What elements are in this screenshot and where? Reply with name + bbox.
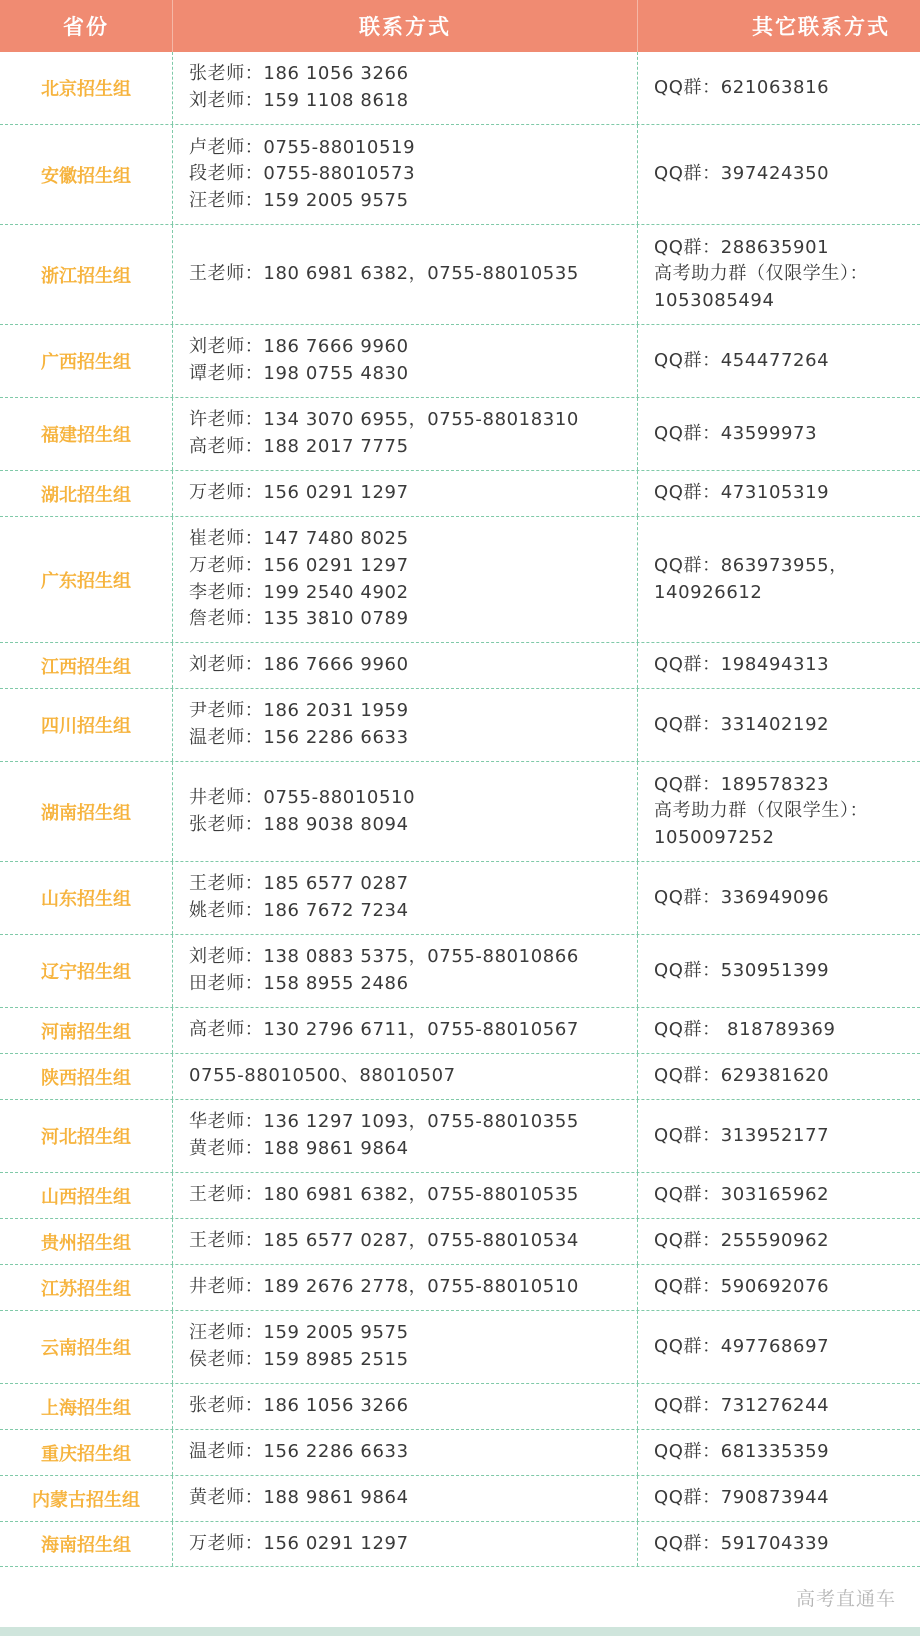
contact-cell bbox=[173, 325, 638, 397]
province-cell: 海南招生组 bbox=[0, 1522, 173, 1566]
contact-cell bbox=[173, 225, 638, 324]
contact-line: 刘老师：186 7666 9960 bbox=[189, 654, 409, 676]
province-cell: 江西招生组 bbox=[0, 643, 173, 688]
other-contact-cell bbox=[638, 762, 920, 861]
province-cell: 贵州招生组 bbox=[0, 1219, 173, 1264]
province-cell: 河南招生组 bbox=[0, 1008, 173, 1053]
province-cell: 山西招生组 bbox=[0, 1173, 173, 1218]
contact-line: 王老师：180 6981 6382，0755-88010535 bbox=[189, 1184, 579, 1206]
contact-line: 温老师：156 2286 6633 bbox=[189, 727, 409, 748]
other-contact-line: QQ群：43599973 bbox=[654, 422, 818, 444]
contact-line: 高老师：188 2017 7775 bbox=[189, 436, 409, 457]
province-cell: 云南招生组 bbox=[0, 1311, 173, 1383]
other-contact-line: QQ群：681335359 bbox=[654, 1441, 830, 1463]
province-cell: 山东招生组 bbox=[0, 862, 173, 934]
other-contact-line: QQ群：629381620 bbox=[654, 1065, 830, 1087]
other-contact-line: QQ群：863973955， bbox=[654, 554, 848, 576]
other-contact-line: QQ群：590692076 bbox=[654, 1276, 830, 1298]
contact-line: 温老师：156 2286 6633 bbox=[189, 1441, 409, 1463]
table-row bbox=[0, 643, 920, 689]
contact-cell bbox=[173, 1430, 638, 1475]
contact-cell bbox=[173, 1311, 638, 1383]
contact-line: 黄老师：188 9861 9864 bbox=[189, 1138, 409, 1159]
other-contact-cell bbox=[638, 1265, 920, 1310]
other-contact-cell bbox=[638, 689, 920, 761]
contact-line: 高老师：130 2796 6711，0755-88010567 bbox=[189, 1019, 579, 1041]
contact-cell bbox=[173, 471, 638, 516]
table-row bbox=[0, 1265, 920, 1311]
contact-cell bbox=[173, 1522, 638, 1566]
other-contact-line: QQ群：255590962 bbox=[654, 1230, 830, 1252]
contact-cell bbox=[173, 1100, 638, 1172]
other-contact-line: 1053085494 bbox=[654, 289, 775, 311]
contact-line: 刘老师：138 0883 5375，0755-88010866 bbox=[189, 946, 579, 968]
header-other-contact: 其它联系方式 bbox=[752, 15, 890, 39]
contact-cell bbox=[173, 1008, 638, 1053]
other-contact-line: QQ群：198494313 bbox=[654, 654, 830, 676]
table-row bbox=[0, 1430, 920, 1476]
other-contact-line: 140926612 bbox=[654, 581, 763, 603]
table-row bbox=[0, 935, 920, 1008]
other-contact-cell bbox=[638, 935, 920, 1007]
contact-cell bbox=[173, 398, 638, 470]
province-cell: 广西招生组 bbox=[0, 325, 173, 397]
table-row bbox=[0, 762, 920, 862]
contact-line: 姚老师：186 7672 7234 bbox=[189, 900, 409, 921]
contact-line: 刘老师：186 7666 9960 bbox=[189, 336, 409, 358]
contact-cell bbox=[173, 1265, 638, 1310]
contact-line: 詹老师：135 3810 0789 bbox=[189, 608, 409, 630]
table-header bbox=[0, 0, 920, 52]
other-contact-cell bbox=[638, 1430, 920, 1475]
header-province: 省份 bbox=[0, 0, 173, 52]
other-contact-cell bbox=[638, 1008, 920, 1053]
contact-line: 刘老师：159 1108 8618 bbox=[189, 90, 409, 111]
province-cell: 内蒙古招生组 bbox=[0, 1476, 173, 1521]
other-contact-cell bbox=[638, 398, 920, 470]
other-contact-line: 高考助力群（仅限学生）： bbox=[654, 263, 869, 285]
other-contact-cell bbox=[638, 471, 920, 516]
contact-line: 汪老师：159 2005 9575 bbox=[189, 1322, 409, 1344]
contact-line: 王老师：185 6577 0287 bbox=[189, 873, 409, 895]
province-cell: 安徽招生组 bbox=[0, 125, 173, 224]
contact-line: 田老师：158 8955 2486 bbox=[189, 973, 409, 994]
table-row bbox=[0, 125, 920, 225]
table-row bbox=[0, 398, 920, 471]
contact-cell bbox=[173, 762, 638, 861]
province-cell: 上海招生组 bbox=[0, 1384, 173, 1429]
bottom-bar bbox=[0, 1627, 920, 1636]
contact-line: 崔老师：147 7480 8025 bbox=[189, 528, 409, 550]
contact-line: 万老师：156 0291 1297 bbox=[189, 554, 409, 576]
other-contact-line: QQ群：313952177 bbox=[654, 1124, 830, 1146]
contact-cell bbox=[173, 52, 638, 124]
other-contact-line: QQ群：189578323 bbox=[654, 773, 830, 795]
province-cell: 辽宁招生组 bbox=[0, 935, 173, 1007]
contact-cell bbox=[173, 935, 638, 1007]
contact-line: 井老师：0755-88010510 bbox=[189, 786, 416, 808]
contact-cell bbox=[173, 517, 638, 642]
contact-cell bbox=[173, 1384, 638, 1429]
header-contact: 联系方式 bbox=[173, 0, 638, 52]
contact-line: 张老师：186 1056 3266 bbox=[189, 63, 409, 85]
table-row bbox=[0, 862, 920, 935]
contact-line: 华老师：136 1297 1093，0755-88010355 bbox=[189, 1111, 579, 1133]
table-body bbox=[0, 52, 920, 1567]
province-cell: 湖北招生组 bbox=[0, 471, 173, 516]
other-contact-line: QQ群：303165962 bbox=[654, 1184, 830, 1206]
contact-line: 卢老师：0755-88010519 bbox=[189, 136, 416, 158]
other-contact-cell bbox=[638, 1522, 920, 1566]
table-row bbox=[0, 689, 920, 762]
other-contact-cell bbox=[638, 643, 920, 688]
other-contact-cell bbox=[638, 52, 920, 124]
contact-line: 王老师：180 6981 6382，0755-88010535 bbox=[189, 263, 579, 285]
other-contact-cell bbox=[638, 1384, 920, 1429]
province-cell: 浙江招生组 bbox=[0, 225, 173, 324]
other-contact-line: QQ群：336949096 bbox=[654, 886, 830, 908]
table-row bbox=[0, 517, 920, 643]
table-row bbox=[0, 1311, 920, 1384]
table-row bbox=[0, 1173, 920, 1219]
other-contact-line: QQ群：288635901 bbox=[654, 236, 830, 258]
contact-line: 许老师：134 3070 6955，0755-88018310 bbox=[189, 409, 579, 431]
other-contact-line: 高考助力群（仅限学生）： bbox=[654, 800, 869, 822]
contact-line: 王老师：185 6577 0287，0755-88010534 bbox=[189, 1230, 579, 1252]
other-contact-cell bbox=[638, 1100, 920, 1172]
province-cell: 北京招生组 bbox=[0, 52, 173, 124]
contact-line: 段老师：0755-88010573 bbox=[189, 163, 416, 185]
table-row bbox=[0, 1100, 920, 1173]
contact-line: 0755-88010500、88010507 bbox=[189, 1065, 456, 1087]
contact-line: 汪老师：159 2005 9575 bbox=[189, 189, 409, 211]
province-cell: 陕西招生组 bbox=[0, 1054, 173, 1099]
other-contact-line: QQ群：530951399 bbox=[654, 959, 830, 981]
other-contact-cell bbox=[638, 225, 920, 324]
province-cell: 重庆招生组 bbox=[0, 1430, 173, 1475]
table-row bbox=[0, 1476, 920, 1522]
province-cell: 福建招生组 bbox=[0, 398, 173, 470]
contact-line: 张老师：188 9038 8094 bbox=[189, 813, 409, 835]
other-contact-cell bbox=[638, 1476, 920, 1521]
province-cell: 河北招生组 bbox=[0, 1100, 173, 1172]
contact-cell bbox=[173, 643, 638, 688]
other-contact-line: QQ群：397424350 bbox=[654, 163, 830, 185]
contact-cell bbox=[173, 125, 638, 224]
contact-cell bbox=[173, 862, 638, 934]
contact-line: 万老师：156 0291 1297 bbox=[189, 1532, 409, 1554]
other-contact-line: QQ群：731276244 bbox=[654, 1395, 830, 1417]
other-contact-cell bbox=[638, 125, 920, 224]
table-row bbox=[0, 1522, 920, 1567]
table-row bbox=[0, 1384, 920, 1430]
contact-cell bbox=[173, 1476, 638, 1521]
province-cell: 四川招生组 bbox=[0, 689, 173, 761]
other-contact-line: QQ群：790873944 bbox=[654, 1487, 830, 1509]
contact-cell bbox=[173, 689, 638, 761]
other-contact-cell bbox=[638, 517, 920, 642]
other-contact-cell bbox=[638, 862, 920, 934]
province-cell: 广东招生组 bbox=[0, 517, 173, 642]
other-contact-cell bbox=[638, 1311, 920, 1383]
contact-cell bbox=[173, 1219, 638, 1264]
other-contact-cell bbox=[638, 1173, 920, 1218]
other-contact-line: QQ群：473105319 bbox=[654, 482, 830, 504]
contact-line: 张老师：186 1056 3266 bbox=[189, 1395, 409, 1417]
contact-line: 尹老师：186 2031 1959 bbox=[189, 700, 409, 722]
contact-line: 井老师：189 2676 2778，0755-88010510 bbox=[189, 1276, 579, 1298]
table-row bbox=[0, 1219, 920, 1265]
other-contact-cell bbox=[638, 1054, 920, 1099]
table-row bbox=[0, 471, 920, 517]
watermark: 高考直通车 bbox=[795, 1588, 896, 1610]
table-row bbox=[0, 1008, 920, 1054]
contact-cell bbox=[173, 1173, 638, 1218]
contact-line: 黄老师：188 9861 9864 bbox=[189, 1487, 409, 1509]
contact-line: 谭老师：198 0755 4830 bbox=[189, 363, 409, 384]
other-contact-cell bbox=[638, 1219, 920, 1264]
other-contact-line: QQ群：497768697 bbox=[654, 1335, 830, 1357]
contact-cell bbox=[173, 1054, 638, 1099]
other-contact-line: 1050097252 bbox=[654, 826, 775, 848]
table-row bbox=[0, 325, 920, 398]
contact-line: 万老师：156 0291 1297 bbox=[189, 482, 409, 504]
table-row bbox=[0, 1054, 920, 1100]
contact-line: 李老师：199 2540 4902 bbox=[189, 581, 409, 603]
other-contact-line: QQ群： 818789369 bbox=[654, 1019, 836, 1041]
other-contact-cell bbox=[638, 325, 920, 397]
province-cell: 江苏招生组 bbox=[0, 1265, 173, 1310]
other-contact-line: QQ群：331402192 bbox=[654, 713, 830, 735]
other-contact-line: QQ群：454477264 bbox=[654, 349, 830, 371]
other-contact-line: QQ群：621063816 bbox=[654, 76, 830, 98]
other-contact-line: QQ群：591704339 bbox=[654, 1532, 830, 1554]
province-cell: 湖南招生组 bbox=[0, 762, 173, 861]
table-row bbox=[0, 225, 920, 325]
table-row bbox=[0, 52, 920, 125]
contact-line: 侯老师：159 8985 2515 bbox=[189, 1349, 409, 1370]
